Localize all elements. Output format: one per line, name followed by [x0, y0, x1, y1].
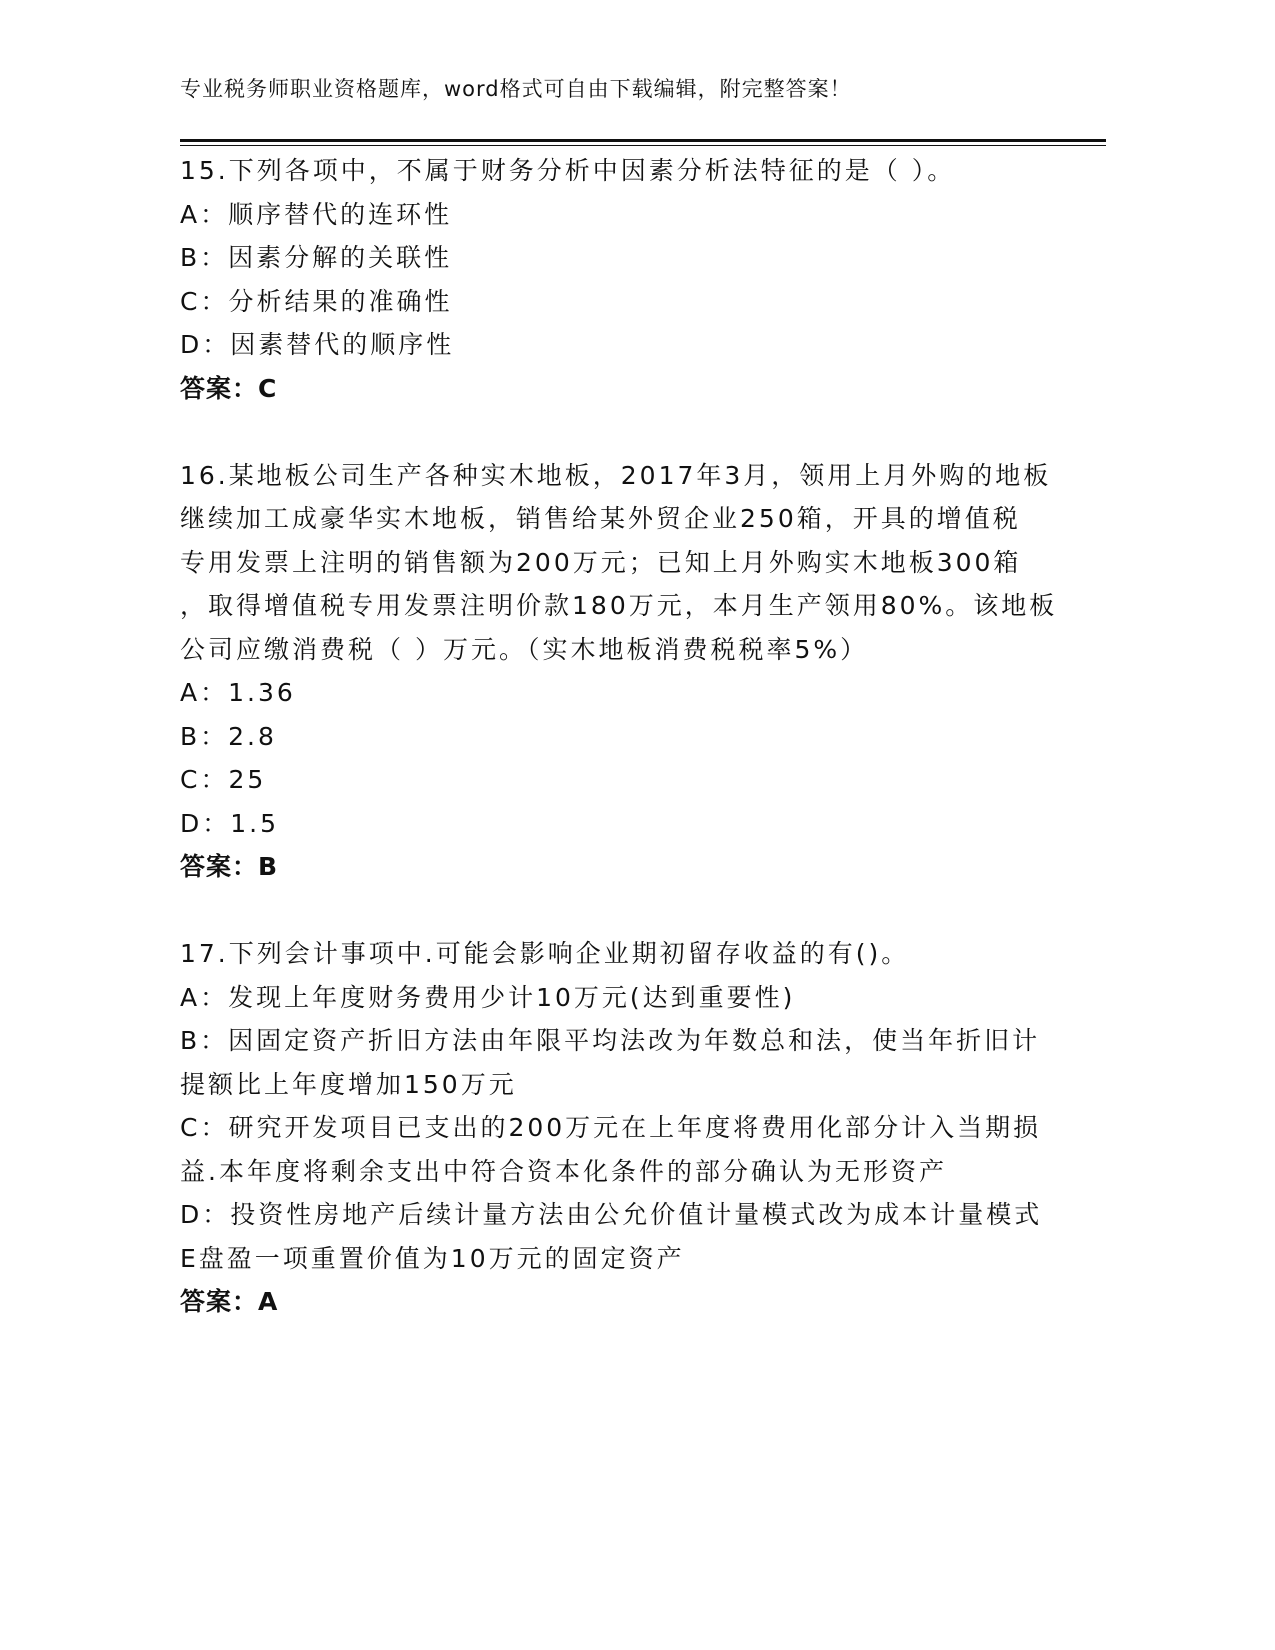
question-17-option-b-line-1: B：因固定资产折旧方法由年限平均法改为年数总和法，使当年折旧计 [180, 1026, 1041, 1055]
question-16-option-a: A：1.36 [180, 678, 296, 707]
question-17-option-c-line-2: 益.本年度将剩余支出中符合资本化条件的部分确认为无形资产 [180, 1156, 947, 1186]
question-16-stem-line-4: ，取得增值税专用发票注明价款180万元，本月生产领用80%。该地板 [180, 591, 1058, 620]
question-15-option-c: C：分析结果的准确性 [180, 286, 453, 316]
question-16-stem-line-1: 16.某地板公司生产各种实木地板，2017年3月，领用上月外购的地板 [180, 460, 1052, 490]
question-16-stem-line-5: 公司应缴消费税（ ）万元。（实木地板消费税税率5%） [180, 634, 869, 664]
question-15-option-b: B：因素分解的关联性 [180, 243, 453, 272]
question-15-option-a: A：顺序替代的连环性 [180, 199, 453, 229]
question-15 [180, 149, 1050, 410]
question-17-option-c-line-1: C：研究开发项目已支出的200万元在上年度将费用化部分计入当期损 [180, 1113, 1042, 1142]
question-16-answer: 答案：B [180, 852, 279, 881]
question-16-option-d: D：1.5 [180, 808, 280, 838]
question-list [180, 149, 1058, 1324]
question-16-option-b: B：2.8 [180, 721, 277, 751]
question-17-option-e: E盘盈一项重置价值为10万元的固定资产 [180, 1243, 685, 1273]
question-15-answer: 答案：C [180, 373, 278, 403]
header-rule-thin [180, 145, 1106, 146]
page-header: 专业税务师职业资格题库，word格式可自由下载编辑，附完整答案！ [180, 77, 852, 101]
question-17-answer: 答案：A [180, 1287, 279, 1316]
question-17-option-d: D：投资性房地产后续计量方法由公允价值计量模式改为成本计量模式 [180, 1200, 1043, 1229]
question-16-option-c: C：25 [180, 765, 267, 794]
question-16 [180, 454, 1058, 889]
question-16-stem-line-3: 专用发票上注明的销售额为200万元；已知上月外购实木地板300箱 [180, 547, 1022, 577]
question-17-option-b-line-2: 提额比上年度增加150万元 [180, 1069, 517, 1099]
question-15-stem: 15.下列各项中，不属于财务分析中因素分析法特征的是（ ）。 [180, 156, 956, 185]
question-15-option-d: D：因素替代的顺序性 [180, 330, 455, 359]
question-17 [180, 932, 1050, 1324]
question-16-stem-line-2: 继续加工成豪华实木地板，销售给某外贸企业250箱，开具的增值税 [180, 504, 1021, 533]
header-rule-thick [180, 139, 1106, 142]
question-17-stem: 17.下列会计事项中.可能会影响企业期初留存收益的有()。 [180, 939, 910, 968]
question-17-option-a: A：发现上年度财务费用少计10万元(达到重要性) [180, 982, 796, 1012]
